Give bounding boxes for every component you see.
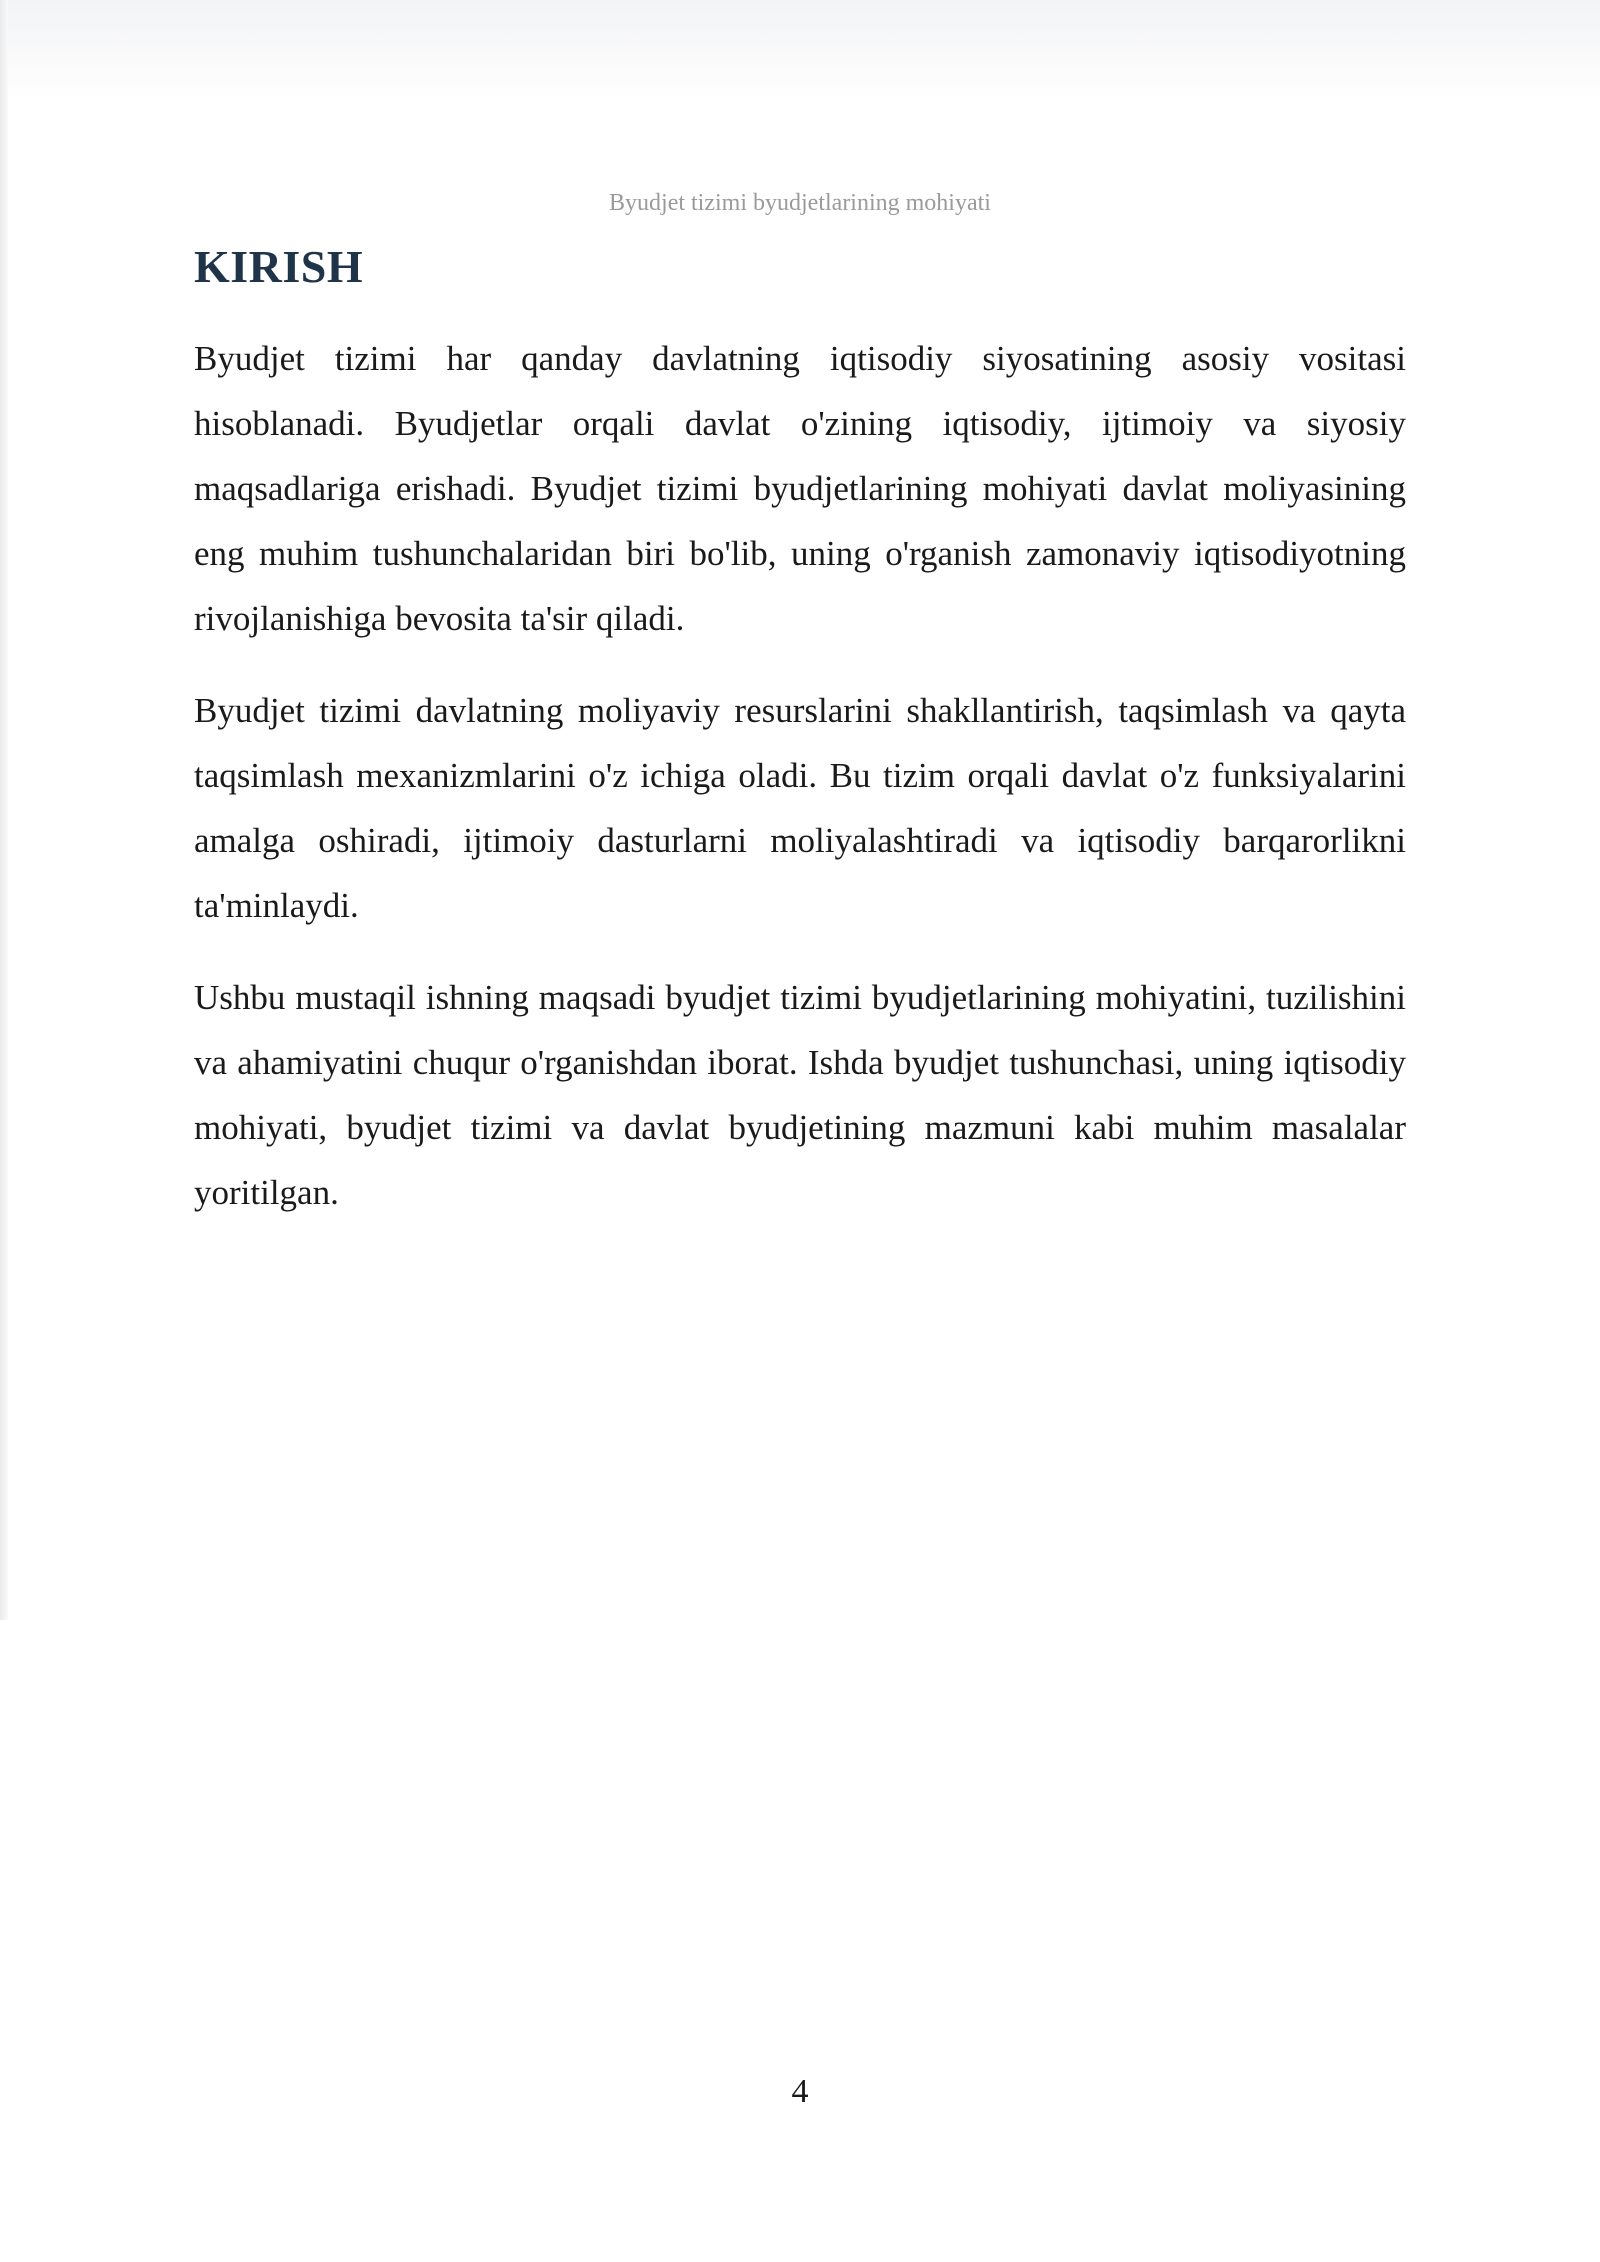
page-number: 4 — [791, 2073, 809, 2110]
section-heading: KIRISH — [194, 241, 364, 292]
paragraph-3: Ushbu mustaqil ishning maqsadi byudjet tizimi byudjetlarining mohiyatini, tuzilishini va ahamiyatini chuqur o'rganishdan iborat. Ishda byudjet tushunchasi, uning iqtisodiy mohiyati, byudjet tizimi va davlat byudjetining mazmuni kabi muhim masalalar yoritilgan. — [194, 978, 1406, 1212]
body-text — [194, 326, 1406, 1252]
running-header: Byudjet tizimi byudjetlarining mohiyati — [609, 190, 991, 216]
paragraph-2: Byudjet tizimi davlatning moliyaviy resurslarini shakllantirish, taqsimlash va qayta taqsimlash mexanizmlarini o'z ichiga oladi. Bu tizim orqali davlat o'z funksiyalarini amalga oshiradi, ijtimoiy dasturlarni moliyalashtiradi va iqtisodiy barqarorlikni ta'minlaydi. — [194, 691, 1406, 925]
paragraph-1: Byudjet tizimi har qanday davlatning iqtisodiy siyosatining asosiy vositasi hisoblanadi. Byudjetlar orqali davlat o'zining iqtisodiy, ijtimoiy va siyosiy maqsadlariga erishadi. Byudjet tizimi byudjetlarining mohiyati davlat moliyasining eng muhim tushunchalaridan biri bo'lib, uning o'rganish zamonaviy iqtisodiyotning rivojlanishiga bevosita ta'sir qiladi. — [194, 339, 1406, 638]
